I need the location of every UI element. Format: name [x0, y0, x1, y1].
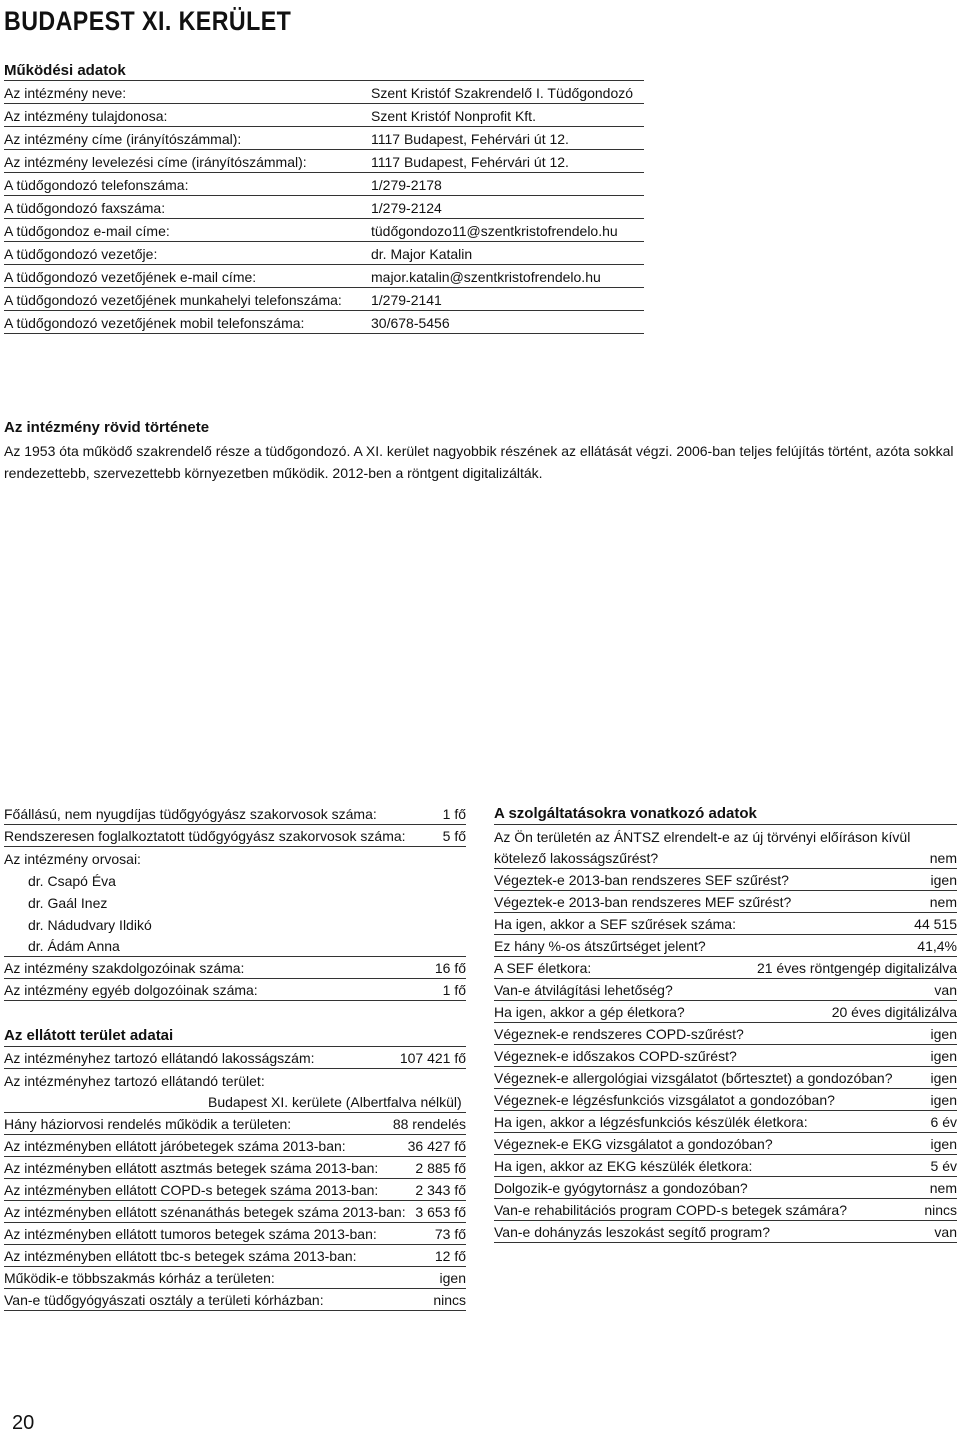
- row-value: 1 fő: [442, 806, 466, 822]
- row-value: 41,4%: [917, 938, 957, 954]
- row-label: Az intézményben ellátott szénanáthás betegek száma 2013-ban:: [4, 1204, 406, 1220]
- row-value: 20 éves digitálizálva: [831, 1004, 957, 1020]
- table-row: [494, 1023, 957, 1045]
- history-heading: Az intézmény rövid története: [4, 419, 210, 436]
- staff-specialist-row: [4, 957, 466, 979]
- row-label: A tüdőgondozó telefonszáma:: [4, 177, 189, 193]
- table-row: [494, 1111, 957, 1133]
- row-label: Az intézmény szakdolgozóinak száma:: [4, 960, 245, 976]
- table-row: [494, 1199, 957, 1221]
- row-value: 107 421 fő: [399, 1050, 466, 1066]
- doctor-name: dr. Gaál Inez: [28, 895, 108, 911]
- row-label: Ha igen, akkor a SEF szűrések száma:: [494, 916, 736, 932]
- table-row: [4, 1289, 466, 1311]
- row-label: Az intézmény levelezési címe (irányítószámmal):: [4, 154, 307, 170]
- row-label: kötelező lakosságszűrést?: [494, 850, 659, 866]
- table-row: [494, 1045, 957, 1067]
- table-row: [4, 1113, 466, 1135]
- table-row: [4, 173, 644, 196]
- row-value: 1/279-2141: [371, 292, 442, 308]
- staff-and-area-column: [4, 803, 466, 1311]
- row-value: 5 fő: [442, 828, 466, 844]
- row-value: Budapest XI. kerülete (Albertfalva nélkül): [208, 1094, 462, 1110]
- row-label: Az intézményben ellátott tbc-s betegek száma 2013-ban:: [4, 1248, 357, 1264]
- history-text: Az 1953 óta működő szakrendelő része a tüdőgondozó. A XI. kerület nagyobbik részének az ellátását végzi. 2006-ban teljes felújítás történt, azóta sokkal rendezettebb, szervezettebb környezetben működik. 2012-ben a röntgent digitalizálták.: [4, 443, 954, 481]
- row-value: nem: [929, 894, 957, 910]
- row-label: Ez hány %-os átszűrtséget jelent?: [494, 938, 706, 954]
- row-value: 36 427 fő: [407, 1138, 466, 1154]
- services-intro-row: [494, 825, 957, 847]
- row-value: Szent Kristóf Szakrendelő I. Tüdőgondozó: [371, 85, 634, 101]
- row-label: Az intézményhez tartozó ellátandó lakosságszám:: [4, 1050, 315, 1066]
- row-value: 73 fő: [434, 1226, 466, 1242]
- row-label: Az intézményhez tartozó ellátandó terület:: [4, 1073, 265, 1089]
- row-label: Az intézmény neve:: [4, 85, 127, 101]
- row-label: Az intézmény egyéb dolgozóinak száma:: [4, 982, 258, 998]
- row-label: Van-e dohányzás leszokást segítő program?: [494, 1224, 771, 1240]
- row-label: Dolgozik-e gyógytornász a gondozóban?: [494, 1180, 748, 1196]
- table-row: [494, 913, 957, 935]
- territory-value-row: [4, 1091, 466, 1113]
- row-label: Végeznek-e légzésfunkciós vizsgálatot a gondozóban?: [494, 1092, 835, 1108]
- table-row: [494, 869, 957, 891]
- history-section: [4, 418, 958, 484]
- row-label: Hány háziorvosi rendelés működik a területen:: [4, 1116, 292, 1132]
- table-row: [4, 104, 644, 127]
- row-label: Végeztek-e 2013-ban rendszeres SEF szűrést?: [494, 872, 789, 888]
- table-row: [4, 1245, 466, 1267]
- row-value: 44 515: [914, 916, 957, 932]
- table-row: [494, 1155, 957, 1177]
- row-label: Végeznek-e időszakos COPD-szűrést?: [494, 1048, 737, 1064]
- row-label: Az intézményben ellátott járóbetegek száma 2013-ban:: [4, 1138, 346, 1154]
- doctor-item: [4, 869, 466, 891]
- staff-fulltime-row: [4, 803, 466, 825]
- row-label: Van-e tüdőgyógyászati osztály a területi kórházban:: [4, 1292, 324, 1308]
- row-value: 1 fő: [442, 982, 466, 998]
- row-value: igen: [930, 1048, 957, 1064]
- row-value: tüdőgondozo11@szentkristofrendelo.hu: [371, 223, 618, 239]
- row-value: Szent Kristóf Nonprofit Kft.: [371, 108, 536, 124]
- row-label: Ha igen, akkor az EKG készülék életkora:: [494, 1158, 753, 1174]
- row-label: Ha igen, akkor a légzésfunkciós készülék életkora:: [494, 1114, 808, 1130]
- row-value: 6 év: [930, 1114, 957, 1130]
- row-value: 5 év: [930, 1158, 957, 1174]
- row-label: Az intézményben ellátott tumoros betegek száma 2013-ban:: [4, 1226, 377, 1242]
- row-label: Főállású, nem nyugdíjas tüdőgyógyász szakorvosok száma:: [4, 806, 377, 822]
- row-value: van: [934, 1224, 957, 1240]
- row-label: A tüdőgondozó vezetője:: [4, 246, 158, 262]
- row-value: 16 fő: [434, 960, 466, 976]
- row-label: Van-e átvilágítási lehetőség?: [494, 982, 673, 998]
- row-value: 3 653 fő: [415, 1204, 466, 1220]
- row-value: igen: [930, 1136, 957, 1152]
- table-row: [4, 1157, 466, 1179]
- row-value: 1/279-2124: [371, 200, 442, 216]
- row-value: nem: [929, 1180, 957, 1196]
- table-row: [494, 979, 957, 1001]
- staff-other-row: [4, 979, 466, 1001]
- row-value: igen: [930, 1026, 957, 1042]
- row-value: igen: [930, 1070, 957, 1086]
- row-value: 1/279-2178: [371, 177, 442, 193]
- row-label: A tüdőgondoz e-mail címe:: [4, 223, 170, 239]
- table-row: [494, 891, 957, 913]
- table-row: [494, 957, 957, 979]
- territory-label-row: [4, 1069, 466, 1091]
- table-row: [4, 242, 644, 265]
- row-value: van: [934, 982, 957, 998]
- row-label: Az intézmény orvosai:: [4, 851, 141, 867]
- row-value: igen: [930, 1092, 957, 1108]
- row-label: A tüdőgondozó vezetőjének munkahelyi telefonszáma:: [4, 292, 342, 308]
- doctor-name: dr. Nádudvary Ildikó: [28, 917, 152, 933]
- row-value: 88 rendelés: [392, 1116, 466, 1132]
- table-row: [4, 196, 644, 219]
- row-value: igen: [930, 872, 957, 888]
- row-label: Végeznek-e EKG vizsgálatot a gondozóban?: [494, 1136, 773, 1152]
- row-value: 21 éves röntgengép digitalizálva: [756, 960, 957, 976]
- table-row: [4, 150, 644, 173]
- row-value: igen: [439, 1270, 466, 1286]
- doctor-name: dr. Csapó Éva: [28, 873, 116, 889]
- row-value: nem: [929, 850, 957, 866]
- row-label: A tüdőgondozó faxszáma:: [4, 200, 166, 216]
- row-label: A tüdőgondozó vezetőjének mobil telefonszáma:: [4, 315, 305, 331]
- row-label: Végeznek-e rendszeres COPD-szűrést?: [494, 1026, 744, 1042]
- table-row: [4, 311, 644, 334]
- row-label: Van-e rehabilitációs program COPD-s betegek számára?: [494, 1202, 848, 1218]
- table-row: [494, 935, 957, 957]
- table-row: [494, 1067, 957, 1089]
- table-row: [4, 265, 644, 288]
- table-row: [4, 219, 644, 242]
- table-row: [494, 1177, 957, 1199]
- services-intro-row-2: [494, 847, 957, 869]
- row-label: A SEF életkora:: [494, 960, 592, 976]
- row-label: Végeztek-e 2013-ban rendszeres MEF szűrést?: [494, 894, 792, 910]
- table-row: [4, 1179, 466, 1201]
- table-row: [4, 81, 644, 104]
- page-title: BUDAPEST XI. KERÜLET: [4, 6, 292, 36]
- area-heading-row: [4, 1025, 466, 1047]
- row-value: nincs: [924, 1202, 957, 1218]
- doctor-item: [4, 913, 466, 935]
- table-row: [4, 1201, 466, 1223]
- row-value: 1117 Budapest, Fehérvári út 12.: [371, 131, 569, 147]
- table-row: [4, 127, 644, 150]
- table-row: [494, 1221, 957, 1243]
- table-row: [4, 1223, 466, 1245]
- row-label: Az intézmény tulajdonosa:: [4, 108, 168, 124]
- table-row: [494, 1001, 957, 1023]
- doctor-item: [4, 935, 466, 957]
- row-value: dr. Major Katalin: [371, 246, 473, 262]
- table-row: [494, 1089, 957, 1111]
- row-value: 12 fő: [434, 1248, 466, 1264]
- row-label: Az intézményben ellátott COPD-s betegek száma 2013-ban:: [4, 1182, 379, 1198]
- page-number: 20: [12, 1412, 35, 1434]
- row-label: Az Ön területén az ÁNTSZ elrendelt-e az új törvényi előíráson kívül: [494, 829, 911, 845]
- population-row: [4, 1047, 466, 1069]
- row-value: 30/678-5456: [371, 315, 450, 331]
- services-heading: A szolgáltatásokra vonatkozó adatok: [494, 805, 757, 822]
- row-label: Az intézményben ellátott asztmás betegek száma 2013-ban:: [4, 1160, 379, 1176]
- services-column: [494, 803, 957, 1243]
- doctor-name: dr. Ádám Anna: [28, 938, 120, 954]
- row-value: 1117 Budapest, Fehérvári út 12.: [371, 154, 569, 170]
- row-label: Rendszeresen foglalkoztatott tüdőgyógyász szakorvosok száma:: [4, 828, 406, 844]
- doctor-item: [4, 891, 466, 913]
- doctors-label-row: [4, 847, 466, 869]
- services-heading-row: [494, 803, 957, 825]
- table-row: [4, 1135, 466, 1157]
- row-label: Az intézmény címe (irányítószámmal):: [4, 131, 242, 147]
- row-value: nincs: [433, 1292, 466, 1308]
- row-value: 2 885 fő: [415, 1160, 466, 1176]
- operational-heading: Működési adatok: [4, 62, 644, 81]
- row-label: Ha igen, akkor a gép életkora?: [494, 1004, 685, 1020]
- area-heading: Az ellátott terület adatai: [4, 1027, 174, 1044]
- row-label: Működik-e többszakmás kórház a területen:: [4, 1270, 275, 1286]
- row-label: A tüdőgondozó vezetőjének e-mail címe:: [4, 269, 257, 285]
- row-label: Végeznek-e allergológiai vizsgálatot (bőrtesztet) a gondozóban?: [494, 1070, 893, 1086]
- table-row: [4, 288, 644, 311]
- row-value: major.katalin@szentkristofrendelo.hu: [371, 269, 601, 285]
- operational-data-section: [4, 62, 644, 334]
- table-row: [494, 1133, 957, 1155]
- row-value: 2 343 fő: [415, 1182, 466, 1198]
- staff-regular-row: [4, 825, 466, 847]
- table-row: [4, 1267, 466, 1289]
